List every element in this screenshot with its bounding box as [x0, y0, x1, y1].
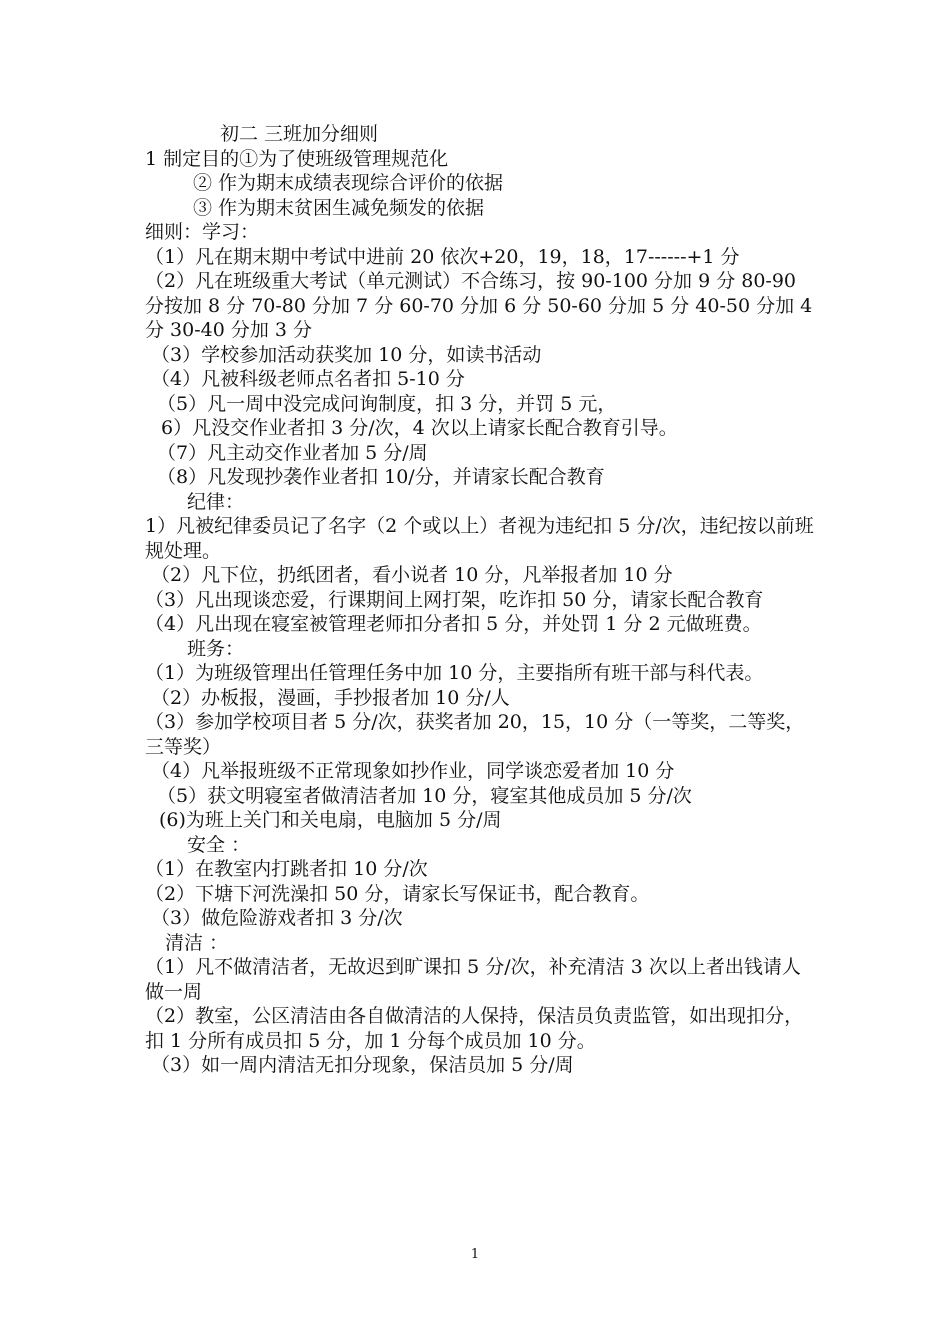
- affairs-heading: 班务：: [187, 637, 245, 660]
- clean-rule-1: （1）凡不做清洁者，无故迟到旷课扣 5 分/次，补充清洁 3 次以上者出钱请人做一周: [145, 956, 801, 1003]
- affairs-rule-4: （4）凡举报班级不正常现象如抄作业，同学谈恋爱者加 10 分: [151, 760, 675, 782]
- clean-heading: 清洁 ：: [165, 931, 229, 954]
- safety-heading: 安全 ：: [187, 833, 251, 856]
- page-title: 初二 三班加分细则: [220, 123, 379, 145]
- affairs-rule-3: （3）参加学校项目者 5 分/次，获奖者加 20，15，10 分（一等奖，二等奖，三等奖）: [145, 711, 805, 758]
- purpose-line-2: ② 作为期末成绩表现综合评价的依据: [193, 172, 504, 194]
- affairs-rule-5: （5）获文明寝室者做清洁者加 10 分，寝室其他成员加 5 分/次: [157, 784, 692, 807]
- study-rule-6: 6）凡没交作业者扣 3 分/次，4 次以上请家长配合教育引导。: [161, 417, 678, 439]
- page-number: 1: [470, 1247, 480, 1262]
- discipline-rule-3: （3）凡出现谈恋爱，行课期间上网打架，吃诈扣 50 分，请家长配合教育: [145, 588, 764, 611]
- safety-rule-2: （2）下塘下河洗澡扣 50 分，请家长写保证书，配合教育。: [145, 882, 650, 905]
- document-body: [145, 122, 819, 1078]
- affairs-rule-6: (6)为班上关门和关电扇，电脑加 5 分/周: [159, 809, 502, 831]
- clean-rule-3: （3）如一周内清洁无扣分现象，保洁员加 5 分/周: [151, 1054, 574, 1076]
- discipline-rule-4: （4）凡出现在寝室被管理老师扣分者扣 5 分，并处罚 1 分 2 元做班费。: [145, 613, 762, 635]
- purpose-line-3: ③ 作为期末贫困生减免频发的依据: [193, 196, 485, 219]
- affairs-rule-2: （2）办板报，漫画，手抄报者加 10 分/人: [151, 686, 510, 709]
- purpose-line-1: 1 制定目的①为了使班级管理规范化: [145, 147, 449, 170]
- study-rule-8: （8）凡发现抄袭作业者扣 10/分，并请家长配合教育: [157, 466, 605, 488]
- safety-rule-1: （1）在教室内打跳者扣 10 分/次: [145, 858, 428, 880]
- discipline-rule-1: 1）凡被纪律委员记了名字（2 个或以上）者视为违纪扣 5 分/次，违纪按以前班规处理。: [145, 515, 814, 562]
- discipline-rule-2: （2）凡下位，扔纸团者，看小说者 10 分，凡举报者加 10 分: [151, 564, 673, 586]
- study-rule-5: （5）凡一周中没完成问询制度，扣 3 分，并罚 5 元，: [157, 392, 617, 415]
- study-rule-1: （1）凡在期末期中考试中进前 20 依次+20，19，18，17------+1 分: [145, 245, 740, 268]
- discipline-heading: 纪律：: [187, 490, 245, 513]
- study-rule-2: （2）凡在班级重大考试（单元测试）不合练习，按 90-100 分加 9 分 80-90 分按加 8 分 70-80 分加 7 分 60-70 分加 6 分 50-60 分加 5 分 40-50 分加 4 分 30-40 分加 3 分: [145, 270, 819, 341]
- study-rule-7: （7）凡主动交作业者加 5 分/周: [157, 441, 428, 464]
- affairs-rule-1: （1）为班级管理出任管理任务中加 10 分，主要指所有班干部与科代表。: [145, 662, 764, 684]
- clean-rule-2: （2）教室，公区清洁由各自做清洁的人保持，保洁员负责监管，如出现扣分，扣 1 分所有成员扣 5 分，加 1 分每个成员加 10 分。: [145, 1005, 804, 1052]
- study-rule-3: （3）学校参加活动获奖加 10 分，如读书活动: [151, 343, 542, 366]
- safety-rule-3: （3）做危险游戏者扣 3 分/次: [151, 907, 403, 929]
- study-heading: 细则：学习：: [145, 221, 260, 243]
- study-rule-4: （4）凡被科级老师点名者扣 5-10 分: [151, 368, 465, 390]
